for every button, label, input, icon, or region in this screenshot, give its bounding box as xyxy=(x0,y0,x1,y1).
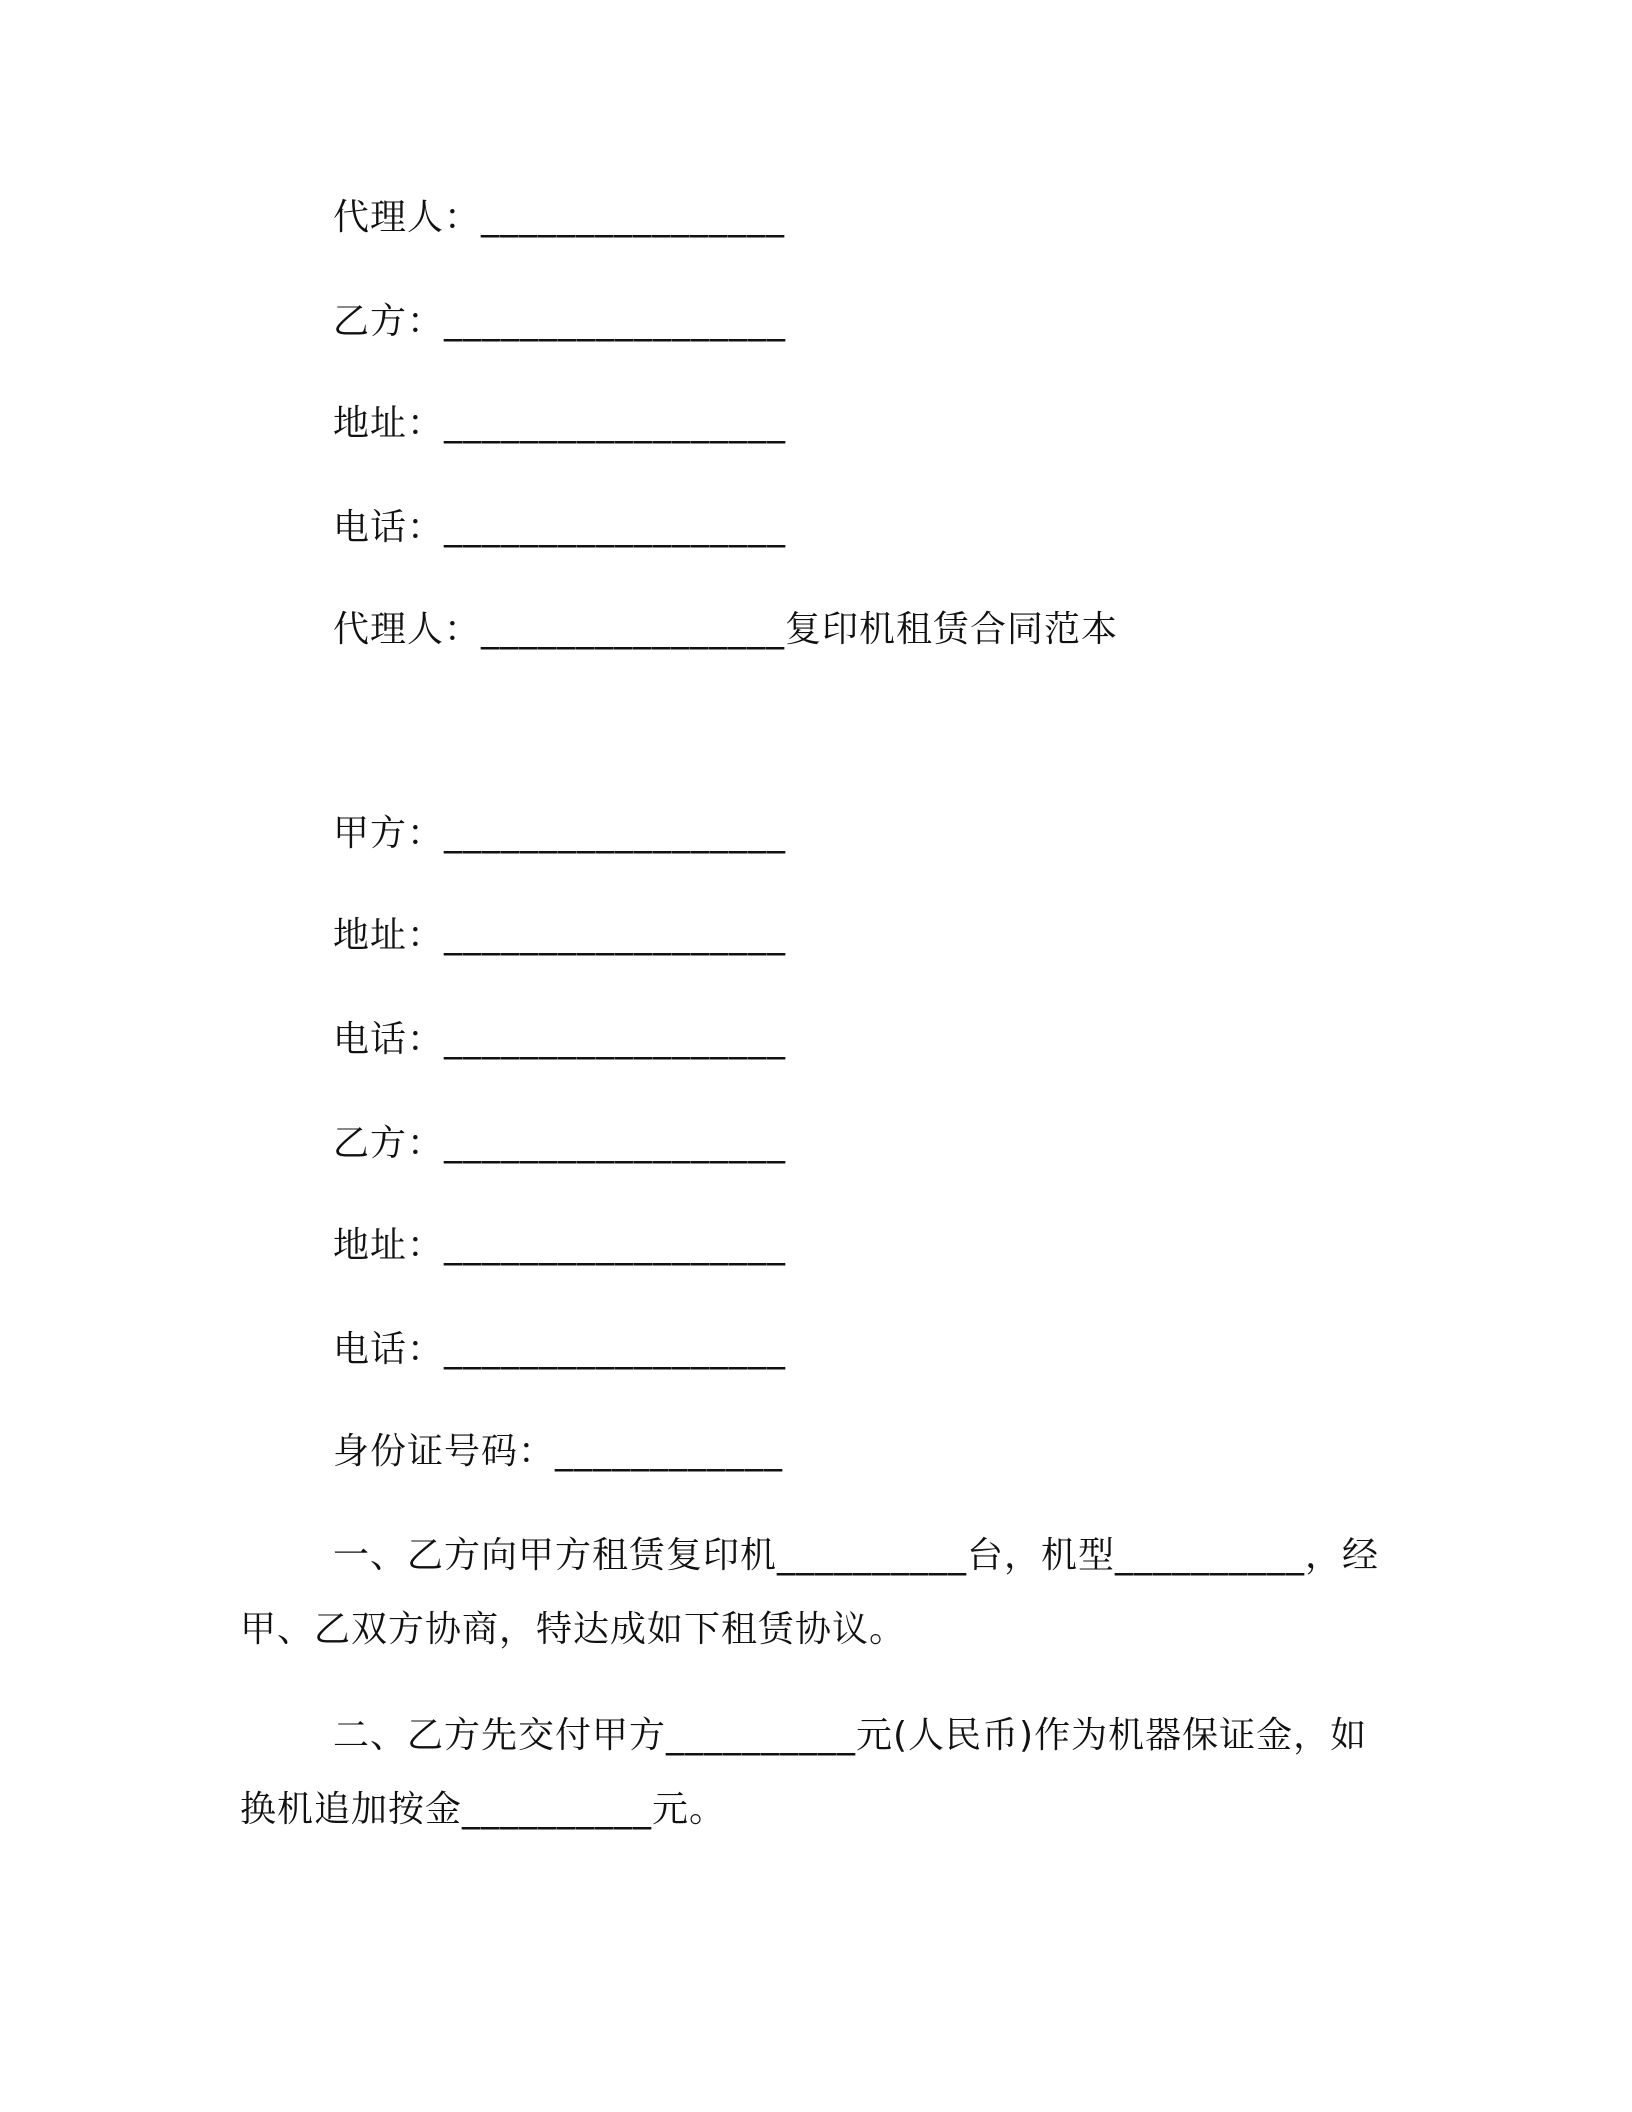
party-a-label: 甲方： xyxy=(333,813,445,854)
deposit-blank: __________ xyxy=(666,1715,857,1756)
clause-2-line-1 xyxy=(333,1712,1367,1760)
party-b-label: 乙方： xyxy=(333,301,445,342)
clause-2-line-2 xyxy=(240,1786,726,1834)
address-label: 地址： xyxy=(333,1225,445,1266)
party-a-blank: __________________ xyxy=(444,813,787,854)
agent-title-row xyxy=(333,606,1118,654)
address-field-row xyxy=(333,400,786,448)
agent-blank: ________________ xyxy=(481,609,786,650)
id-number-field-row xyxy=(333,1428,783,1476)
phone-blank: __________________ xyxy=(444,1019,787,1060)
address-blank: __________________ xyxy=(444,915,787,956)
party-b-label: 乙方： xyxy=(333,1123,445,1164)
clause-2-text-d: 元。 xyxy=(652,1789,727,1830)
address-label: 地址： xyxy=(333,915,445,956)
address-field-row xyxy=(333,912,786,960)
phone-field-row xyxy=(333,1326,786,1374)
agent-blank: ________________ xyxy=(481,197,786,238)
phone-blank: __________________ xyxy=(444,507,787,548)
agent-label: 代理人： xyxy=(333,609,482,650)
address-blank: __________________ xyxy=(444,1225,787,1266)
id-number-label: 身份证号码： xyxy=(333,1431,556,1472)
phone-field-row xyxy=(333,1016,786,1064)
party-b-blank: __________________ xyxy=(444,301,787,342)
clause-1-text-c: ，经 xyxy=(1305,1535,1380,1576)
phone-label: 电话： xyxy=(333,1019,445,1060)
clause-1-line-1 xyxy=(333,1532,1379,1580)
clause-2-text-b: 元(人民币)作为机器保证金，如 xyxy=(856,1715,1368,1756)
document-title: 复印机租赁合同范本 xyxy=(785,609,1119,650)
party-a-field-row xyxy=(333,810,786,858)
address-blank: __________________ xyxy=(444,403,787,444)
clause-2-text-c: 换机追加按金 xyxy=(240,1789,463,1830)
clause-1-text-b: 台，机型 xyxy=(967,1535,1116,1576)
id-number-blank: ____________ xyxy=(555,1431,784,1472)
party-b-field-row xyxy=(333,298,786,346)
agent-label: 代理人： xyxy=(333,197,482,238)
agent-field-row xyxy=(333,194,785,242)
clause-1-text-a: 一、乙方向甲方租赁复印机 xyxy=(333,1535,778,1576)
address-field-row xyxy=(333,1222,786,1270)
clause-2-text-a: 二、乙方先交付甲方 xyxy=(333,1715,667,1756)
quantity-blank: __________ xyxy=(777,1535,968,1576)
party-b-field-row xyxy=(333,1120,786,1168)
address-label: 地址： xyxy=(333,403,445,444)
phone-label: 电话： xyxy=(333,507,445,548)
clause-1-text-d: 甲、乙双方协商，特达成如下租赁协议。 xyxy=(240,1609,907,1650)
model-blank: __________ xyxy=(1115,1535,1306,1576)
phone-blank: __________________ xyxy=(444,1329,787,1370)
clause-1-line-2 xyxy=(240,1606,906,1654)
phone-field-row xyxy=(333,504,786,552)
phone-label: 电话： xyxy=(333,1329,445,1370)
extra-deposit-blank: __________ xyxy=(462,1789,653,1830)
party-b-blank: __________________ xyxy=(444,1123,787,1164)
